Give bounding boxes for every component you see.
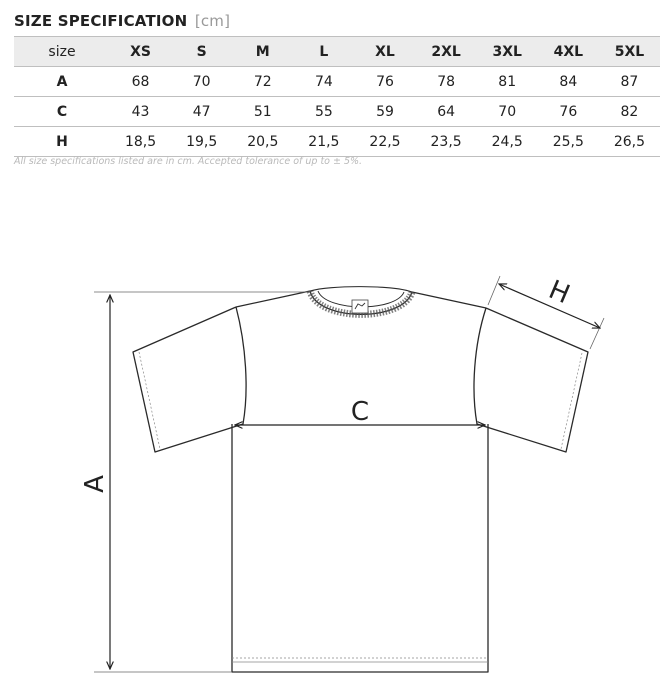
- table-cell: 23,5: [416, 127, 477, 157]
- table-cell: 84: [538, 67, 599, 97]
- header-cell: 2XL: [416, 37, 477, 67]
- left-shoulder-seam: [236, 291, 310, 307]
- header-cell: M: [232, 37, 293, 67]
- table-cell: 87: [599, 67, 660, 97]
- spec-title-unit: [cm]: [194, 12, 231, 30]
- measure-c: [235, 397, 485, 427]
- table-cell: 47: [171, 97, 232, 127]
- header-cell: size: [14, 37, 110, 67]
- table-cell: 70: [171, 67, 232, 97]
- label-a: A: [80, 475, 110, 493]
- tolerance-note: All size specifications listed are in cm. Accepted tolerance of up to ± 5%.: [14, 156, 363, 167]
- collar: [310, 287, 412, 315]
- table-cell: 70: [477, 97, 538, 127]
- table-cell: 81: [477, 67, 538, 97]
- header-cell: XS: [110, 37, 171, 67]
- right-sleeve: [474, 308, 588, 452]
- table-cell: 19,5: [171, 127, 232, 157]
- table-cell: 20,5: [232, 127, 293, 157]
- table-cell: 43: [110, 97, 171, 127]
- table-cell: 64: [416, 97, 477, 127]
- header-cell: L: [293, 37, 354, 67]
- left-sleeve: [133, 307, 246, 452]
- tshirt-outline: [133, 291, 588, 672]
- table-cell: 82: [599, 97, 660, 127]
- measure-h: [488, 275, 604, 349]
- header-cell: S: [171, 37, 232, 67]
- right-shoulder-seam: [412, 292, 486, 308]
- table-cell: 72: [232, 67, 293, 97]
- row-label: C: [14, 97, 110, 127]
- header-cell: XL: [354, 37, 415, 67]
- table-cell: 59: [354, 97, 415, 127]
- table-cell: 76: [354, 67, 415, 97]
- header-cell: 4XL: [538, 37, 599, 67]
- table-cell: 26,5: [599, 127, 660, 157]
- header-cell: 3XL: [477, 37, 538, 67]
- table-cell: 74: [293, 67, 354, 97]
- table-cell: 68: [110, 67, 171, 97]
- row-label: A: [14, 67, 110, 97]
- table-cell: 76: [538, 97, 599, 127]
- table-cell: 25,5: [538, 127, 599, 157]
- table-cell: 24,5: [477, 127, 538, 157]
- table-cell: 21,5: [293, 127, 354, 157]
- shirt-body: [232, 424, 488, 672]
- table-cell: 51: [232, 97, 293, 127]
- row-label: H: [14, 127, 110, 157]
- measure-a: [80, 292, 310, 672]
- header-cell: 5XL: [599, 37, 660, 67]
- table-cell: 18,5: [110, 127, 171, 157]
- spec-title-text: SIZE SPECIFICATION: [14, 12, 188, 30]
- table-cell: 78: [416, 67, 477, 97]
- table-cell: 55: [293, 97, 354, 127]
- brand-label-icon: [352, 300, 368, 313]
- label-h: H: [544, 275, 574, 311]
- table-cell: 22,5: [354, 127, 415, 157]
- label-c: C: [350, 397, 370, 427]
